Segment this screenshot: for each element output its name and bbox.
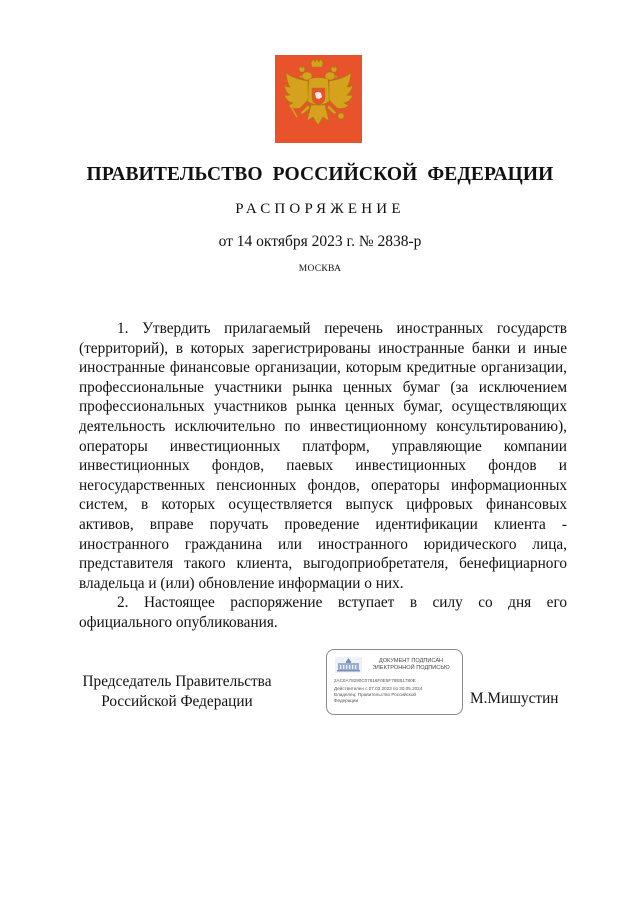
signer-position-line-2: Российской Федерации [101,692,253,710]
stamp-validity: Действителен с 07.03.2023 по 30.05.2024 [334,686,423,691]
paragraph-1: 1. Утвердить прилагаемый перечень иностранных государств (территорий), в которых зарегистрированы иностранные банки и иные иностранные финансовые организации, которым кредитные организации, профессиональные участники рынка ценных бумаг (за исключением профессиональных участников рынка ценных бумаг, осуществляющих деятельность исключительно по инвестиционному консультированию), операторы инвестиционных платформ, управляющие компании инвестиционных фондов, паевых инвестиционных фондов и негосударственных пенсионных фондов, операторы информационных систем, в которых осуществляется выпуск цифровых финансовых активов, вправе поручать проведение идентификации клиента - иностранного гражданина или иностранного юридического лица, представителя такого клиента, выгодоприобретателя, бенефициарного владельца и (или) обновление информации о них. [79,320,567,592]
signer-name: М.Мишустин [470,690,559,707]
government-building-icon [335,657,362,673]
document-date-line [0,233,640,251]
stamp-title-line-2: ЭЛЕКТРОННОЙ ПОДПИСЬЮ [372,665,450,672]
document-body [79,319,567,633]
electronic-signature-stamp [326,649,463,715]
stamp-title [361,658,461,672]
signer-position [82,672,272,711]
russian-coat-of-arms-icon [275,55,362,143]
document-date: 14 октября 2023 г. [236,233,355,250]
stamp-certificate: 2AC0A78290C07616F0E5F78EB1780E [334,678,416,683]
issuer-title: ПРАВИТЕЛЬСТВО РОССИЙСКОЙ ФЕДЕРАЦИИ [86,164,554,185]
paragraph-2: 2. Настоящее распоряжение вступает в силу со дня его официального опубликования. [79,594,567,631]
signer-position-line-1: Председатель Правительства [82,673,272,690]
stamp-owner-line-1: Владелец: Правительство Российской [334,692,416,697]
document-type: РАСПОРЯЖЕНИЕ [235,201,405,217]
stamp-title-line-1: ДОКУМЕНТ ПОДПИСАН [378,658,444,664]
document-number: № 2838-р [358,233,422,250]
document-city: МОСКВА [298,264,342,274]
date-prefix: от [218,233,233,250]
stamp-owner-line-2: Федерации [334,698,359,703]
